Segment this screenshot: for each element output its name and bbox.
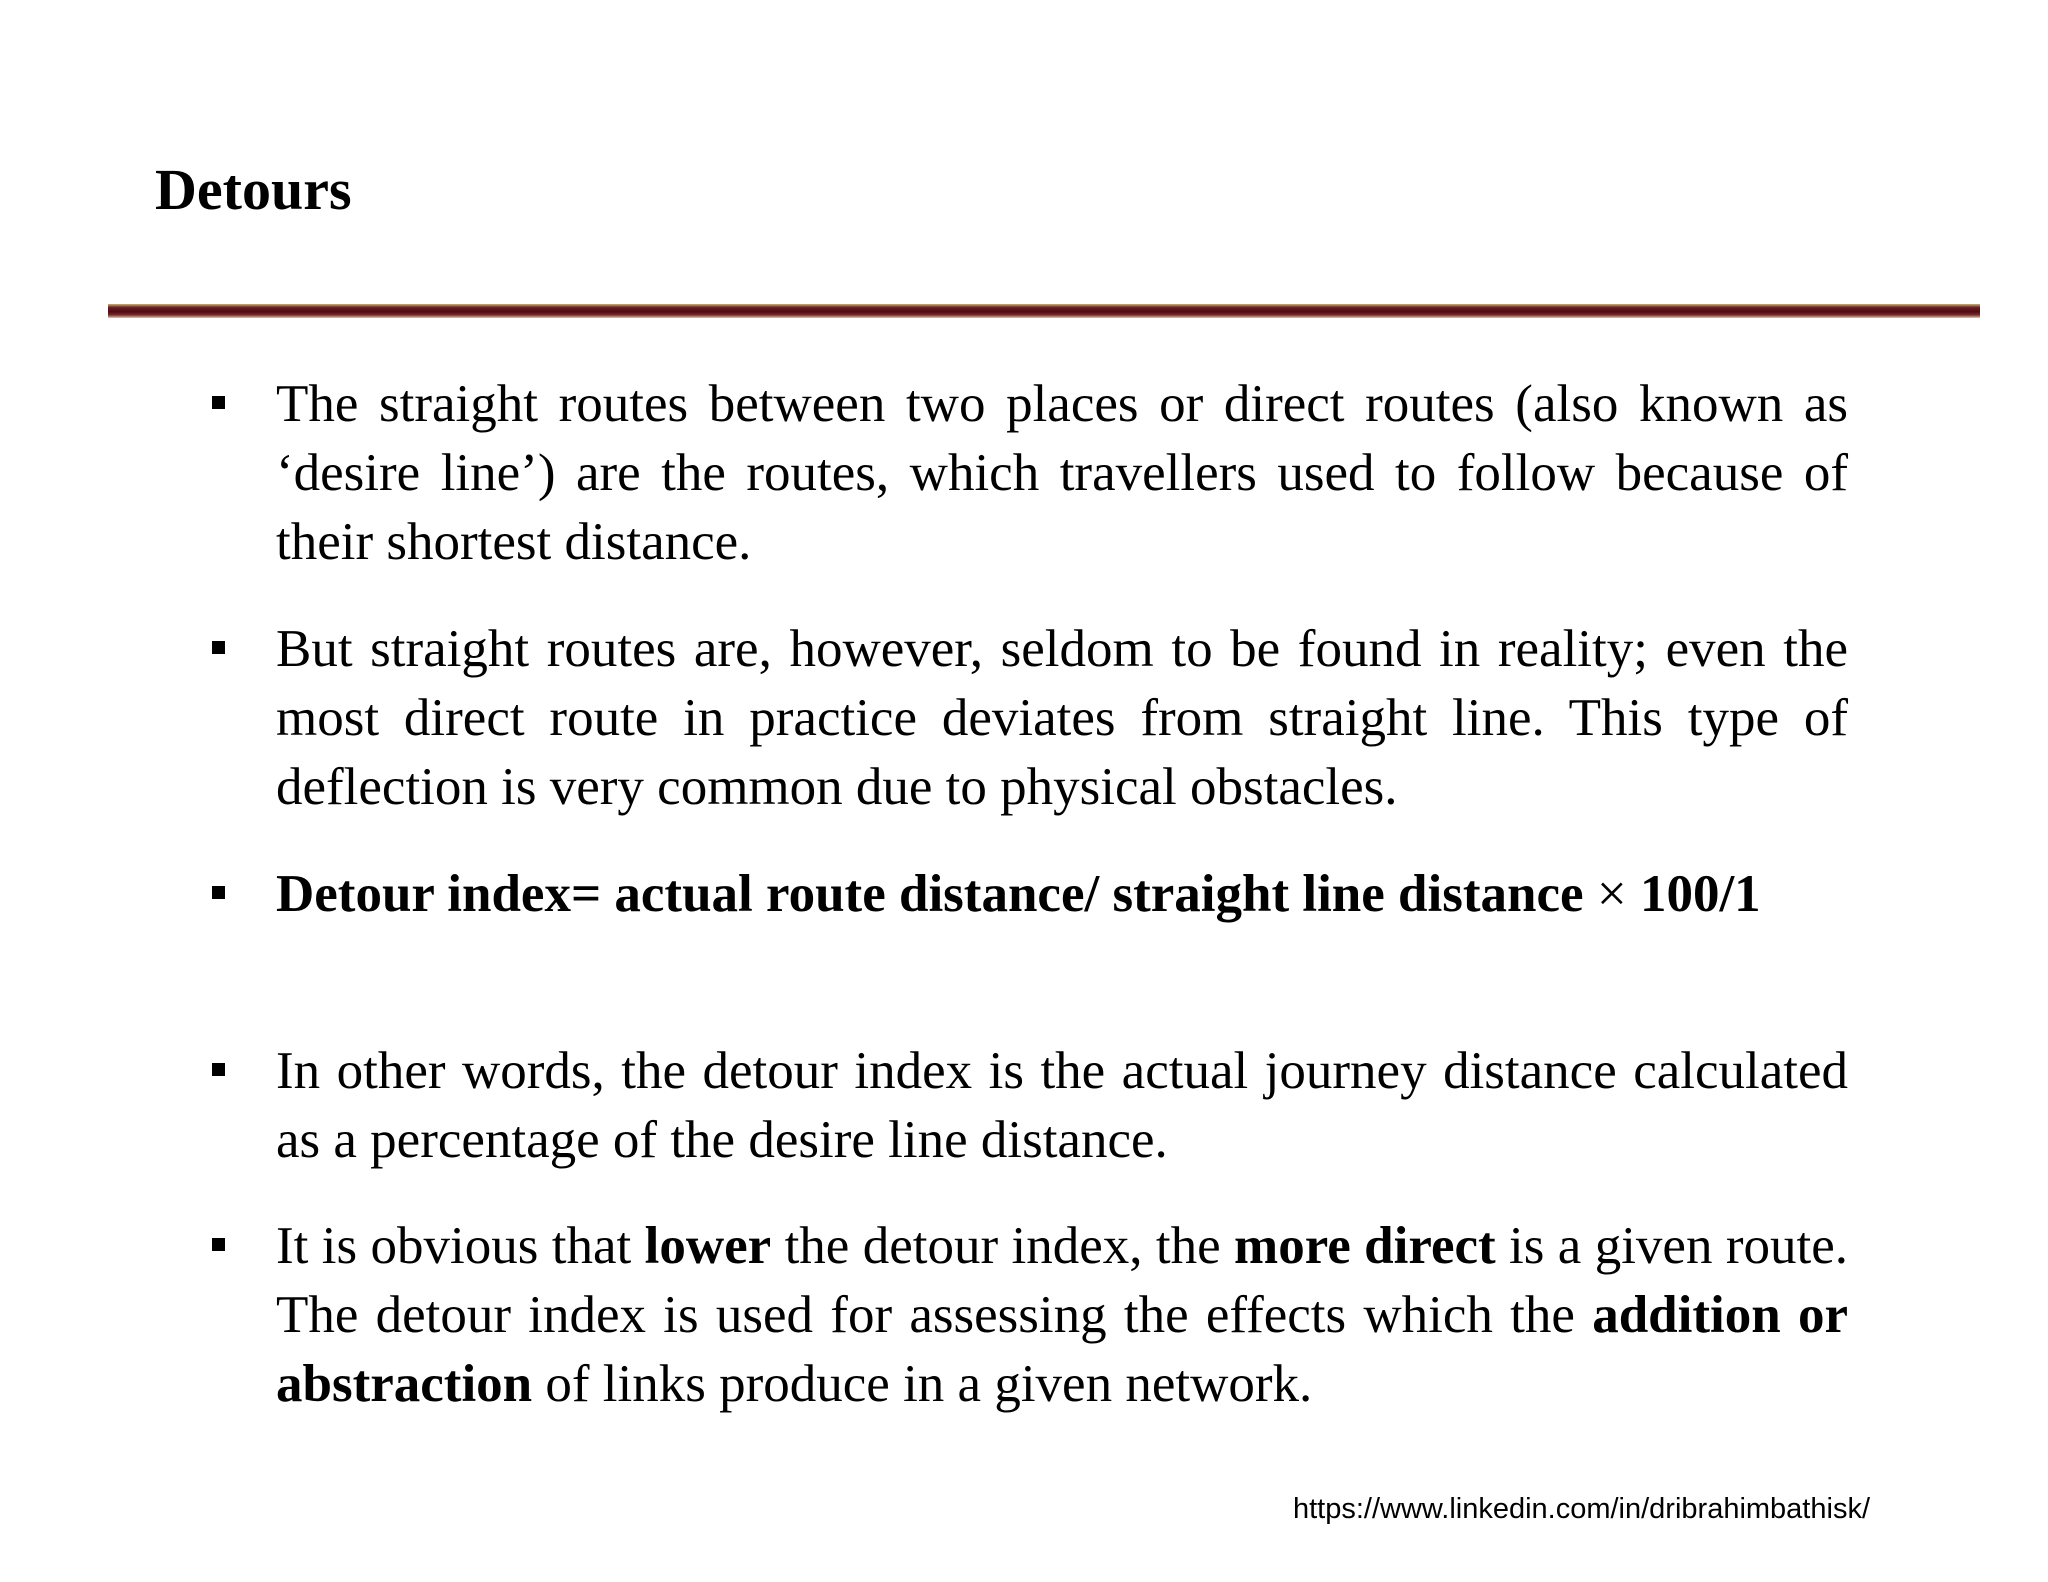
bullet-text: The straight routes between two places or direct routes (also known as ‘desire line’) are the routes, which travellers used to follow because of their shortest distance.: [276, 375, 1848, 571]
square-bullet-icon: [212, 1063, 225, 1076]
bullet-text: [276, 1217, 1848, 1413]
formula-ratio: Detour index= actual route distance/ straight line distance: [276, 865, 1584, 923]
emphasis-lower: lower: [644, 1217, 772, 1275]
bullet-item-formula: [276, 860, 1848, 929]
text-segment: is a given route. The detour index is used for assessing the effects which the: [276, 1217, 1848, 1344]
text-segment: of links produce in a given network.: [532, 1355, 1313, 1413]
square-bullet-icon: [212, 396, 225, 409]
emphasis-more-direct: more direct: [1234, 1217, 1496, 1275]
bullet-item-deviation: [276, 615, 1848, 822]
square-bullet-icon: [212, 886, 225, 899]
bullet-item-desire-line: [276, 370, 1848, 577]
bullet-item-interpretation: [276, 1212, 1848, 1419]
square-bullet-icon: [212, 641, 225, 654]
bullet-item-percentage: [276, 1037, 1848, 1175]
detour-index-formula: [276, 865, 1761, 923]
text-segment: the detour index, the: [771, 1217, 1235, 1275]
square-bullet-icon: [212, 1238, 225, 1251]
title-divider: [108, 304, 1980, 318]
slide-title: Detours: [155, 157, 352, 222]
linkedin-url[interactable]: https://www.linkedin.com/in/dribrahimbathisk/: [1292, 1493, 1870, 1525]
emphasis-addition-abstraction: addition or abstraction: [276, 1286, 1848, 1413]
bullet-text: In other words, the detour index is the actual journey distance calculated as a percentage of the desire line distance.: [276, 1042, 1848, 1169]
formula-factor: 100/1: [1639, 865, 1761, 923]
text-segment: It is obvious that: [276, 1217, 645, 1275]
bullet-text: But straight routes are, however, seldom to be found in reality; even the most direct route in practice deviates from straight line. This type of deflection is very common due to physical obstacles.: [276, 620, 1848, 816]
multiply-sign: ×: [1583, 865, 1640, 923]
